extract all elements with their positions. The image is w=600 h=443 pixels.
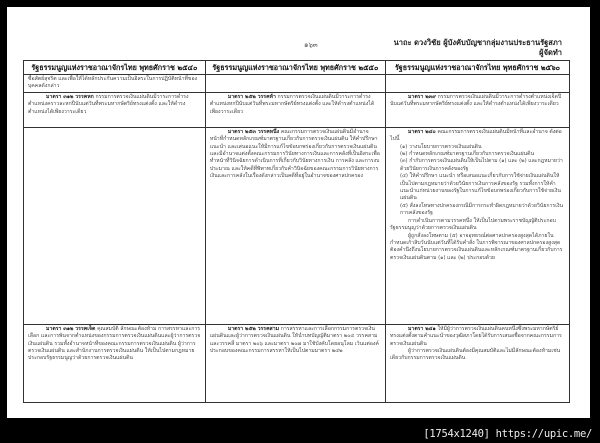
list-item: (๓) กำกับการตรวจเงินแผ่นดินให้เป็นไปตาม (๑) และ (๒) และกฎหมายว่าด้วยวินัยการเงินการคลังของรัฐ — [399, 158, 563, 172]
section-ref: มาตรา ๓๑๒ วรรคเจ็ด — [46, 325, 96, 332]
header-2550: รัฐธรรมนูญแห่งราชอาณาจักรไทย พุทธศักราช ๒๕๕๐ — [205, 61, 385, 75]
section-ref: มาตรา ๒๔๐ — [407, 128, 436, 135]
cell-2560: มาตรา ๒๓๙ กรรมการตรวจเงินแผ่นดินมีวาระการดำรงตำแหน่งเจ็ดปีนับแต่วันที่พระมหากษัตริย์ทรงแต่งตั้ง และให้ดำรงตำแหน่งได้เพียงวาระเดียว — [385, 92, 569, 127]
cell-2540: มาตรา ๓๑๒ วรรคเจ็ด คุณสมบัติ ลักษณะต้องห้าม การสรรหาและการเลือก และการพ้นจากตำแหน่งของกรรมการตรวจเงินแผ่นดินและผู้ว่าการตรวจเงินแผ่นดิน รวมทั้งอำนาจหน้าที่ของคณะกรรมการตรวจเงินแผ่นดิน ผู้ว่าการตรวจเงินแผ่นดิน และสำนักงานการตรวจเงินแผ่นดิน ให้เป็นไปตามกฎหมายประกอบรัฐธรรมนูญว่าด้วยการตรวจเงินแผ่นดิน — [24, 324, 206, 402]
cell-2540: มาตรา ๓๑๒ วรรคหก กรรมการตรวจเงินแผ่นดินมีวาระการดำรงตำแหน่งคราวละหกปีนับแต่วันที่พระมหากษัตริย์ทรงแต่งตั้ง และให้ดำรงตำแหน่งได้เพียงวาระเดียว — [24, 92, 206, 127]
section-ref: มาตรา ๓๑๒ วรรคหก — [46, 93, 94, 100]
editor-credit — [394, 38, 562, 58]
cell-2550: มาตรา ๒๕๒ วรรคห้า กรรมการตรวจเงินแผ่นดินมีวาระการดำรงตำแหน่งหกปีนับแต่วันที่พระมหากษัตริย์ทรงแต่งตั้ง และให้ดำรงตำแหน่งได้เพียงวาระเดียว — [205, 92, 385, 127]
section-ref: มาตรา ๒๓๙ — [407, 93, 436, 100]
table-row — [24, 324, 570, 402]
table-header-row — [24, 61, 570, 75]
cell-2560: มาตรา ๒๔๑ ให้มีผู้ว่าการตรวจเงินแผ่นดินคนหนึ่งซึ่งพระมหากษัตริย์ทรงแต่งตั้งตามคำแนะนำของวุฒิสภาโดยได้รับการเสนอชื่อจากคณะกรรมการตรวจเงินแผ่นดิน ผู้ว่าการตรวจเงินแผ่นดินต้องมีคุณสมบัติและไม่มีลักษณะต้องห้ามเช่นเดียวกับกรรมการตรวจเงินแผ่นดิน — [385, 324, 569, 402]
table-row — [24, 127, 570, 324]
table-row — [24, 75, 570, 93]
editor-name: นาถะ ดวงวิชัย ผู้บังคับบัญชากลุ่มงานประธานรัฐสภา — [393, 38, 562, 47]
section-ref: มาตรา ๒๕๓ วรรคหนึ่ง — [227, 128, 280, 135]
section-ref: มาตรา ๒๕๒ วรรคสาม — [227, 325, 280, 332]
cell-2540: ซื่อสัตย์สุจริต และเพื่อให้ได้หลักประกันความเป็นอิสระในการปฏิบัติหน้าที่ของบุคคลดังกล่าว — [24, 75, 206, 93]
constitution-comparison-table — [23, 60, 570, 403]
cell-2550: มาตรา ๒๕๓ วรรคหนึ่ง คณะกรรมการตรวจเงินแผ่นดินมีอำนาจหน้าที่กำหนดหลักเกณฑ์มาตรฐานเกี่ยวกับการตรวจเงินแผ่นดิน ให้คำปรึกษา แนะนำ และเสนอแนะให้มีการแก้ไขข้อบกพร่องเกี่ยวกับการตรวจเงินแผ่นดิน และมีอำนาจแต่งตั้งคณะกรรมการวินัยทางการเงินและการคลังที่เป็นอิสระเพื่อทำหน้าที่วินิจฉัยการดำเนินการที่เกี่ยวกับวินัยทางการเงิน การคลัง และการงบประมาณ และให้คดีที่พิพาทเกี่ยวกับคำวินิจฉัยของคณะกรรมการวินัยทางการเงินและการคลังในเรื่องดังกล่าวเป็นคดีที่อยู่ในอำนาจของศาลปกครอง — [205, 127, 385, 324]
image-host-watermark: [1754x1240] https://upic.me/ — [423, 428, 592, 440]
cell-2560: มาตรา ๒๔๐ คณะกรรมการตรวจเงินแผ่นดินมีหน้าที่และอำนาจ ดังต่อไปนี้ (๑) วางนโยบายการตรวจเงินแผ่นดิน (๒) กำหนดหลักเกณฑ์มาตรฐานเกี่ยวกับการตรวจเงินแผ่นดิน (๓) กำกับการตรวจเงินแผ่นดินให้เป็นไปตาม (๑) และ (๒) และกฎหมายว่าด้วยวินัยการเงินการคลังของรัฐ (๔) ให้คำปรึกษา แนะนำ หรือเสนอแนะเกี่ยวกับการใช้จ่ายเงินแผ่นดินให้เป็นไปตามกฎหมายว่าด้วยวินัยการเงินการคลังของรัฐ รวมทั้งการให้คำแนะนำแก่หน่วยงานของรัฐในการแก้ไขข้อบกพร่องเกี่ยวกับการใช้จ่ายเงินแผ่นดิน (๕) สั่งลงโทษทางปกครองกรณีมีการกระทำผิดกฎหมายว่าด้วยวินัยการเงินการคลังของรัฐ การดำเนินการตามวรรคหนึ่ง ให้เป็นไปตามพระราชบัญญัติประกอบรัฐธรรมนูญว่าด้วยการตรวจเงินแผ่นดิน ผู้ถูกสั่งลงโทษตาม (๕) อาจอุทธรณ์ต่อศาลปกครองสูงสุดได้ภายในกำหนดเก้าสิบวันนับแต่วันที่ได้รับคำสั่ง ในการพิจารณาของศาลปกครองสูงสุดต้องคำนึงถึงนโยบายการตรวจเงินแผ่นดินและหลักเกณฑ์มาตรฐานเกี่ยวกับการตรวจเงินแผ่นดินตาม (๑) และ (๒) ประกอบด้วย — [385, 127, 569, 324]
editor-role: ผู้จัดทำ — [539, 48, 562, 57]
section-ref: มาตรา ๒๔๑ — [407, 325, 436, 332]
document-page — [7, 7, 590, 418]
page-number: ๑๖๓ — [304, 41, 318, 49]
header-2540: รัฐธรรมนูญแห่งราชอาณาจักรไทย พุทธศักราช ๒๕๔๐ — [24, 61, 206, 75]
cell-2550: มาตรา ๒๕๒ วรรคสาม การสรรหาและการเลือกกรรมการตรวจเงินแผ่นดินและผู้ว่าการตรวจเงินแผ่นดิน ให้นำบทบัญญัติมาตรา ๒๐๔ วรรคสามและวรรคสี่ มาตรา ๒๐๖ และมาตรา ๒๐๗ มาใช้บังคับโดยอนุโลม เว้นแต่องค์ประกอบของคณะกรรมการสรรหาให้เป็นไปตามมาตรา ๒๔๒ — [205, 324, 385, 402]
header-2560: รัฐธรรมนูญแห่งราชอาณาจักรไทย พุทธศักราช ๒๕๖๐ — [385, 61, 569, 75]
cell-2550 — [205, 75, 385, 93]
section-ref: มาตรา ๒๕๒ วรรคห้า — [227, 93, 276, 100]
cell-2540 — [24, 127, 206, 324]
list-item: (๒) กำหนดหลักเกณฑ์มาตรฐานเกี่ยวกับการตรวจเงินแผ่นดิน — [399, 151, 535, 158]
cell-2560 — [385, 75, 569, 93]
list-item: (๑) วางนโยบายการตรวจเงินแผ่นดิน — [399, 143, 482, 150]
list-item: (๕) สั่งลงโทษทางปกครองกรณีมีการกระทำผิดกฎหมายว่าด้วยวินัยการเงินการคลังของรัฐ — [399, 202, 564, 217]
table-row — [24, 92, 570, 127]
list-item: (๔) ให้คำปรึกษา แนะนำ หรือเสนอแนะเกี่ยวกับการใช้จ่ายเงินแผ่นดินให้เป็นไปตามกฎหมายว่าด้วยวินัยการเงินการคลังของรัฐ รวมทั้งการให้คำแนะนำแก่หน่วยงานของรัฐในการแก้ไขข้อบกพร่องเกี่ยวกับการใช้จ่ายเงินแผ่นดิน — [399, 173, 561, 202]
